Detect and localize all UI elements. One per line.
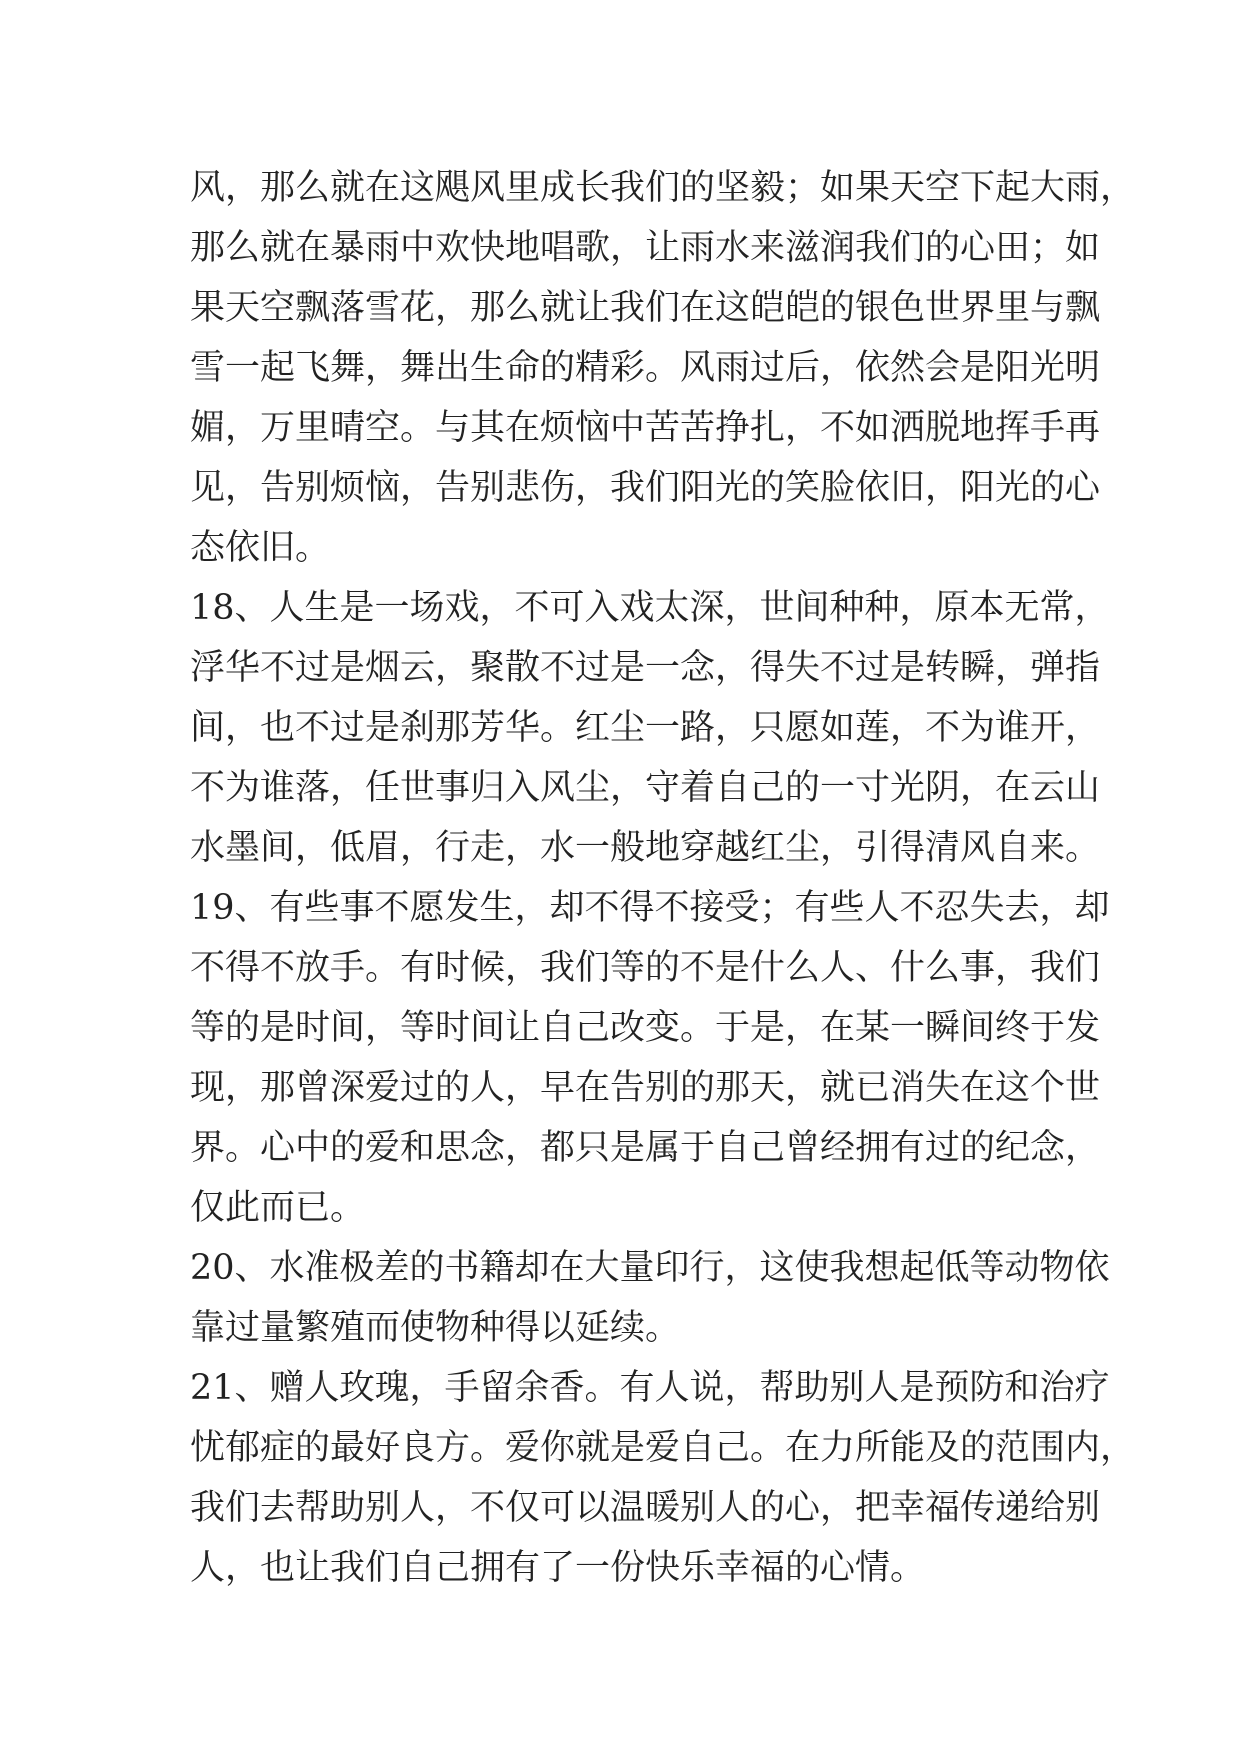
text-line: 不为谁落，任世事归入风尘，守着自己的一寸光阴，在云山: [190, 768, 1101, 808]
text-line: 等的是时间，等时间让自己改变。于是，在某一瞬间终于发: [190, 1008, 1101, 1048]
text-line: 浮华不过是烟云，聚散不过是一念，得失不过是转瞬，弹指: [190, 648, 1101, 688]
text-line: 那么就在暴雨中欢快地唱歌，让雨水来滋润我们的心田；如: [190, 228, 1101, 268]
text-line: 20、水准极差的书籍却在大量印行，这使我想起低等动物依: [190, 1248, 1110, 1288]
text-line: 态依旧。: [190, 528, 331, 568]
text-line: 人，也让我们自己拥有了一份快乐幸福的心情。: [190, 1548, 926, 1588]
text-line: 媚，万里晴空。与其在烦恼中苦苦挣扎，不如洒脱地挥手再: [190, 408, 1101, 448]
text-line: 19、有些事不愿发生，却不得不接受；有些人不忍失去，却: [190, 888, 1110, 928]
text-line: 见，告别烦恼，告别悲伤，我们阳光的笑脸依旧，阳光的心: [190, 468, 1101, 508]
text-line: 18、人生是一场戏，不可入戏太深，世间种种，原本无常，: [190, 588, 1110, 628]
text-line: 我们去帮助别人，不仅可以温暖别人的心，把幸福传递给别: [190, 1488, 1101, 1528]
text-line: 现，那曾深爱过的人，早在告别的那天，就已消失在这个世: [190, 1068, 1101, 1108]
text-line: 忧郁症的最好良方。爱你就是爱自己。在力所能及的范围内，: [190, 1428, 1136, 1468]
text-line: 水墨间，低眉，行走，水一般地穿越红尘，引得清风自来。: [190, 828, 1101, 868]
text-line: 雪一起飞舞，舞出生命的精彩。风雨过后，依然会是阳光明: [190, 348, 1101, 388]
text-line: 果天空飘落雪花，那么就让我们在这皑皑的银色世界里与飘: [190, 288, 1101, 328]
text-line: 不得不放手。有时候，我们等的不是什么人、什么事，我们: [190, 948, 1101, 988]
document-body: [190, 158, 1136, 1598]
text-line: 仅此而已。: [190, 1188, 366, 1228]
text-line: 靠过量繁殖而使物种得以延续。: [190, 1308, 681, 1348]
text-line: 界。心中的爱和思念，都只是属于自己曾经拥有过的纪念，: [190, 1128, 1101, 1168]
text-line: 风，那么就在这飓风里成长我们的坚毅；如果天空下起大雨，: [190, 168, 1136, 208]
text-line: 间，也不过是刹那芳华。红尘一路，只愿如莲，不为谁开，: [190, 708, 1101, 748]
text-line: 21、赠人玫瑰，手留余香。有人说，帮助别人是预防和治疗: [190, 1368, 1110, 1408]
